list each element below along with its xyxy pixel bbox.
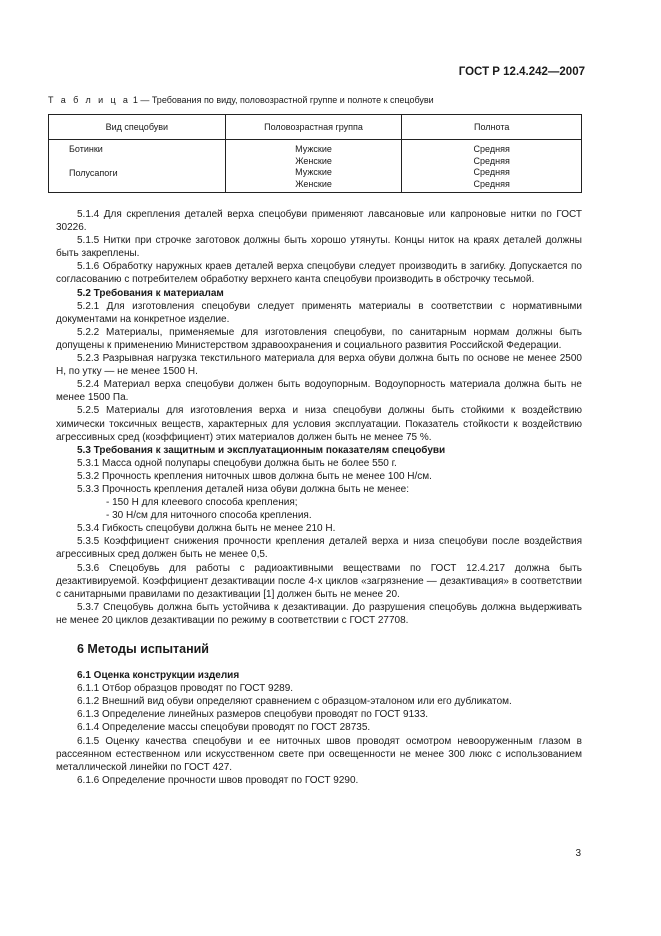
paragraph: 6.1.6 Определение прочности швов проводят по ГОСТ 9290. (77, 774, 359, 786)
paragraph: 5.1.5 Нитки при строчке заготовок должны быть хорошо утянуты. Концы ниток на краях деталей должны быть закреплены. (56, 235, 582, 260)
gender-group-cell (225, 140, 402, 193)
paragraph: 5.3.5 Коэффициент снижения прочности крепления деталей верха и низа спецобуви после воздействия агрессивных сред должен быть не менее 0,5. (56, 536, 582, 561)
section-heading: 5.3 Требования к защитным и эксплуатационным показателям спецобуви (77, 444, 446, 456)
footwear-type-cell (49, 140, 226, 193)
paragraph: 5.2.3 Разрывная нагрузка текстильного материала для верха обуви должна быть по основе не менее 2500 Н, по утку — не менее 1500 Н. (56, 353, 582, 378)
paragraph: 5.1.6 Обработку наружных краев деталей верха спецобуви следует производить в загибку. Допускается по согласованию с потребителем обработку верхнего канта спецобуви производить в обстрочку тесьмой. (56, 261, 582, 286)
paragraph: 5.2.4 Материал верха спецобуви должен быть водоупорным. Водоупорность материала должна быть не менее 1500 Па. (56, 379, 582, 404)
header-fullness: Полнота (402, 115, 582, 140)
table-caption-text: 1 — Требования по виду, половозрастной группе и полноте к спецобуви (130, 95, 434, 105)
paragraph: 5.3.4 Гибкость спецобуви должна быть не менее 210 Н. (77, 523, 336, 535)
paragraph: 5.2.5 Материалы для изготовления верха и низа спецобуви должны быть стойкими к воздействию химически токсичных веществ, характерных для условия эксплуатации. Показатель стойкости к воздействию агрессивных сред (коэффициент) этих материалов должен быть не менее 75 %. (56, 405, 582, 443)
paragraph: 5.3.7 Спецобувь должна быть устойчива к дезактивации. До разрушения спецобувь должна выдерживать не менее 20 циклов дезактивации по режиму в соответствии с ГОСТ 27708. (56, 601, 582, 626)
requirements-table (48, 114, 582, 193)
header-footwear-type: Вид спецобуви (49, 115, 226, 140)
body-text (56, 208, 582, 787)
fullness-value: Средняя (473, 178, 510, 189)
paragraph: 5.3.2 Прочность крепления ниточных швов должна быть не менее 100 Н/см. (77, 470, 432, 482)
gender-group-value: Мужские (295, 144, 332, 154)
table-row (49, 140, 582, 193)
gender-group-value: Женские (295, 178, 332, 189)
gender-group-value: Мужские (295, 167, 332, 178)
footwear-type-boots: Ботинки (69, 144, 103, 154)
fullness-value: Средняя (473, 155, 510, 166)
table-caption-label: Т а б л и ц а (48, 95, 131, 105)
paragraph: 6.1.3 Определение линейных размеров спецобуви проводят по ГОСТ 9133. (77, 709, 429, 721)
paragraph: 5.3.1 Масса одной полупары спецобуви должна быть не более 550 г. (77, 457, 397, 469)
list-item: - 150 Н для клеевого способа крепления; (106, 497, 298, 509)
footwear-type-half-boots: Полусапоги (69, 167, 118, 178)
table-caption (48, 95, 434, 105)
document-code: ГОСТ Р 12.4.242—2007 (458, 66, 585, 78)
table-header-row (49, 115, 582, 140)
paragraph: 6.1.5 Оценку качества спецобуви и ее ниточных швов проводят осмотром невооруженным глазом в рассеянном естественном или искусственном свете при освещенности не менее 300 люкс с использованием металлической линейки по ГОСТ 427. (56, 735, 582, 773)
fullness-value: Средняя (473, 167, 510, 178)
paragraph: 6.1.1 Отбор образцов проводят по ГОСТ 9289. (77, 683, 294, 695)
page-number: 3 (575, 848, 581, 859)
fullness-value: Средняя (473, 144, 510, 154)
section-heading: 5.2 Требования к материалам (77, 287, 224, 299)
header-gender-age-group: Половозрастная группа (225, 115, 402, 140)
list-item: - 30 Н/см для ниточного способа крепления. (106, 510, 312, 522)
paragraph: 5.3.3 Прочность крепления деталей низа обуви должна быть не менее: (77, 483, 409, 495)
paragraph: 5.2.2 Материалы, применяемые для изготовления спецобуви, по санитарным нормам должны быть допущены к применению Министерством здравоохранения и социального развития Российской Федерации. (56, 326, 582, 351)
section-heading: 6.1 Оценка конструкции изделия (77, 670, 240, 682)
chapter-heading: 6 Методы испытаний (77, 642, 209, 656)
paragraph: 5.1.4 Для скрепления деталей верха спецобуви применяют лавсановые или капроновые нитки по ГОСТ 30226. (56, 209, 582, 234)
paragraph: 6.1.2 Внешний вид обуви определяют сравнением с образцом-эталоном или его дубликатом. (77, 696, 512, 708)
gender-group-value: Женские (295, 155, 332, 166)
paragraph: 6.1.4 Определение массы спецобуви проводят по ГОСТ 28735. (77, 722, 371, 734)
fullness-cell (402, 140, 582, 193)
paragraph: 5.3.6 Спецобувь для работы с радиоактивными веществами по ГОСТ 12.4.217 должна быть дезактивируемой. Коэффициент дезактивации после 4-х циклов «загрязнение — дезактивация» в соответствии с санитарными правилами по дезактивации [1] должен быть не менее 20. (56, 562, 582, 600)
paragraph: 5.2.1 Для изготовления спецобуви следует применять материалы в соответствии с нормативными документами на конкретное изделие. (56, 300, 582, 325)
